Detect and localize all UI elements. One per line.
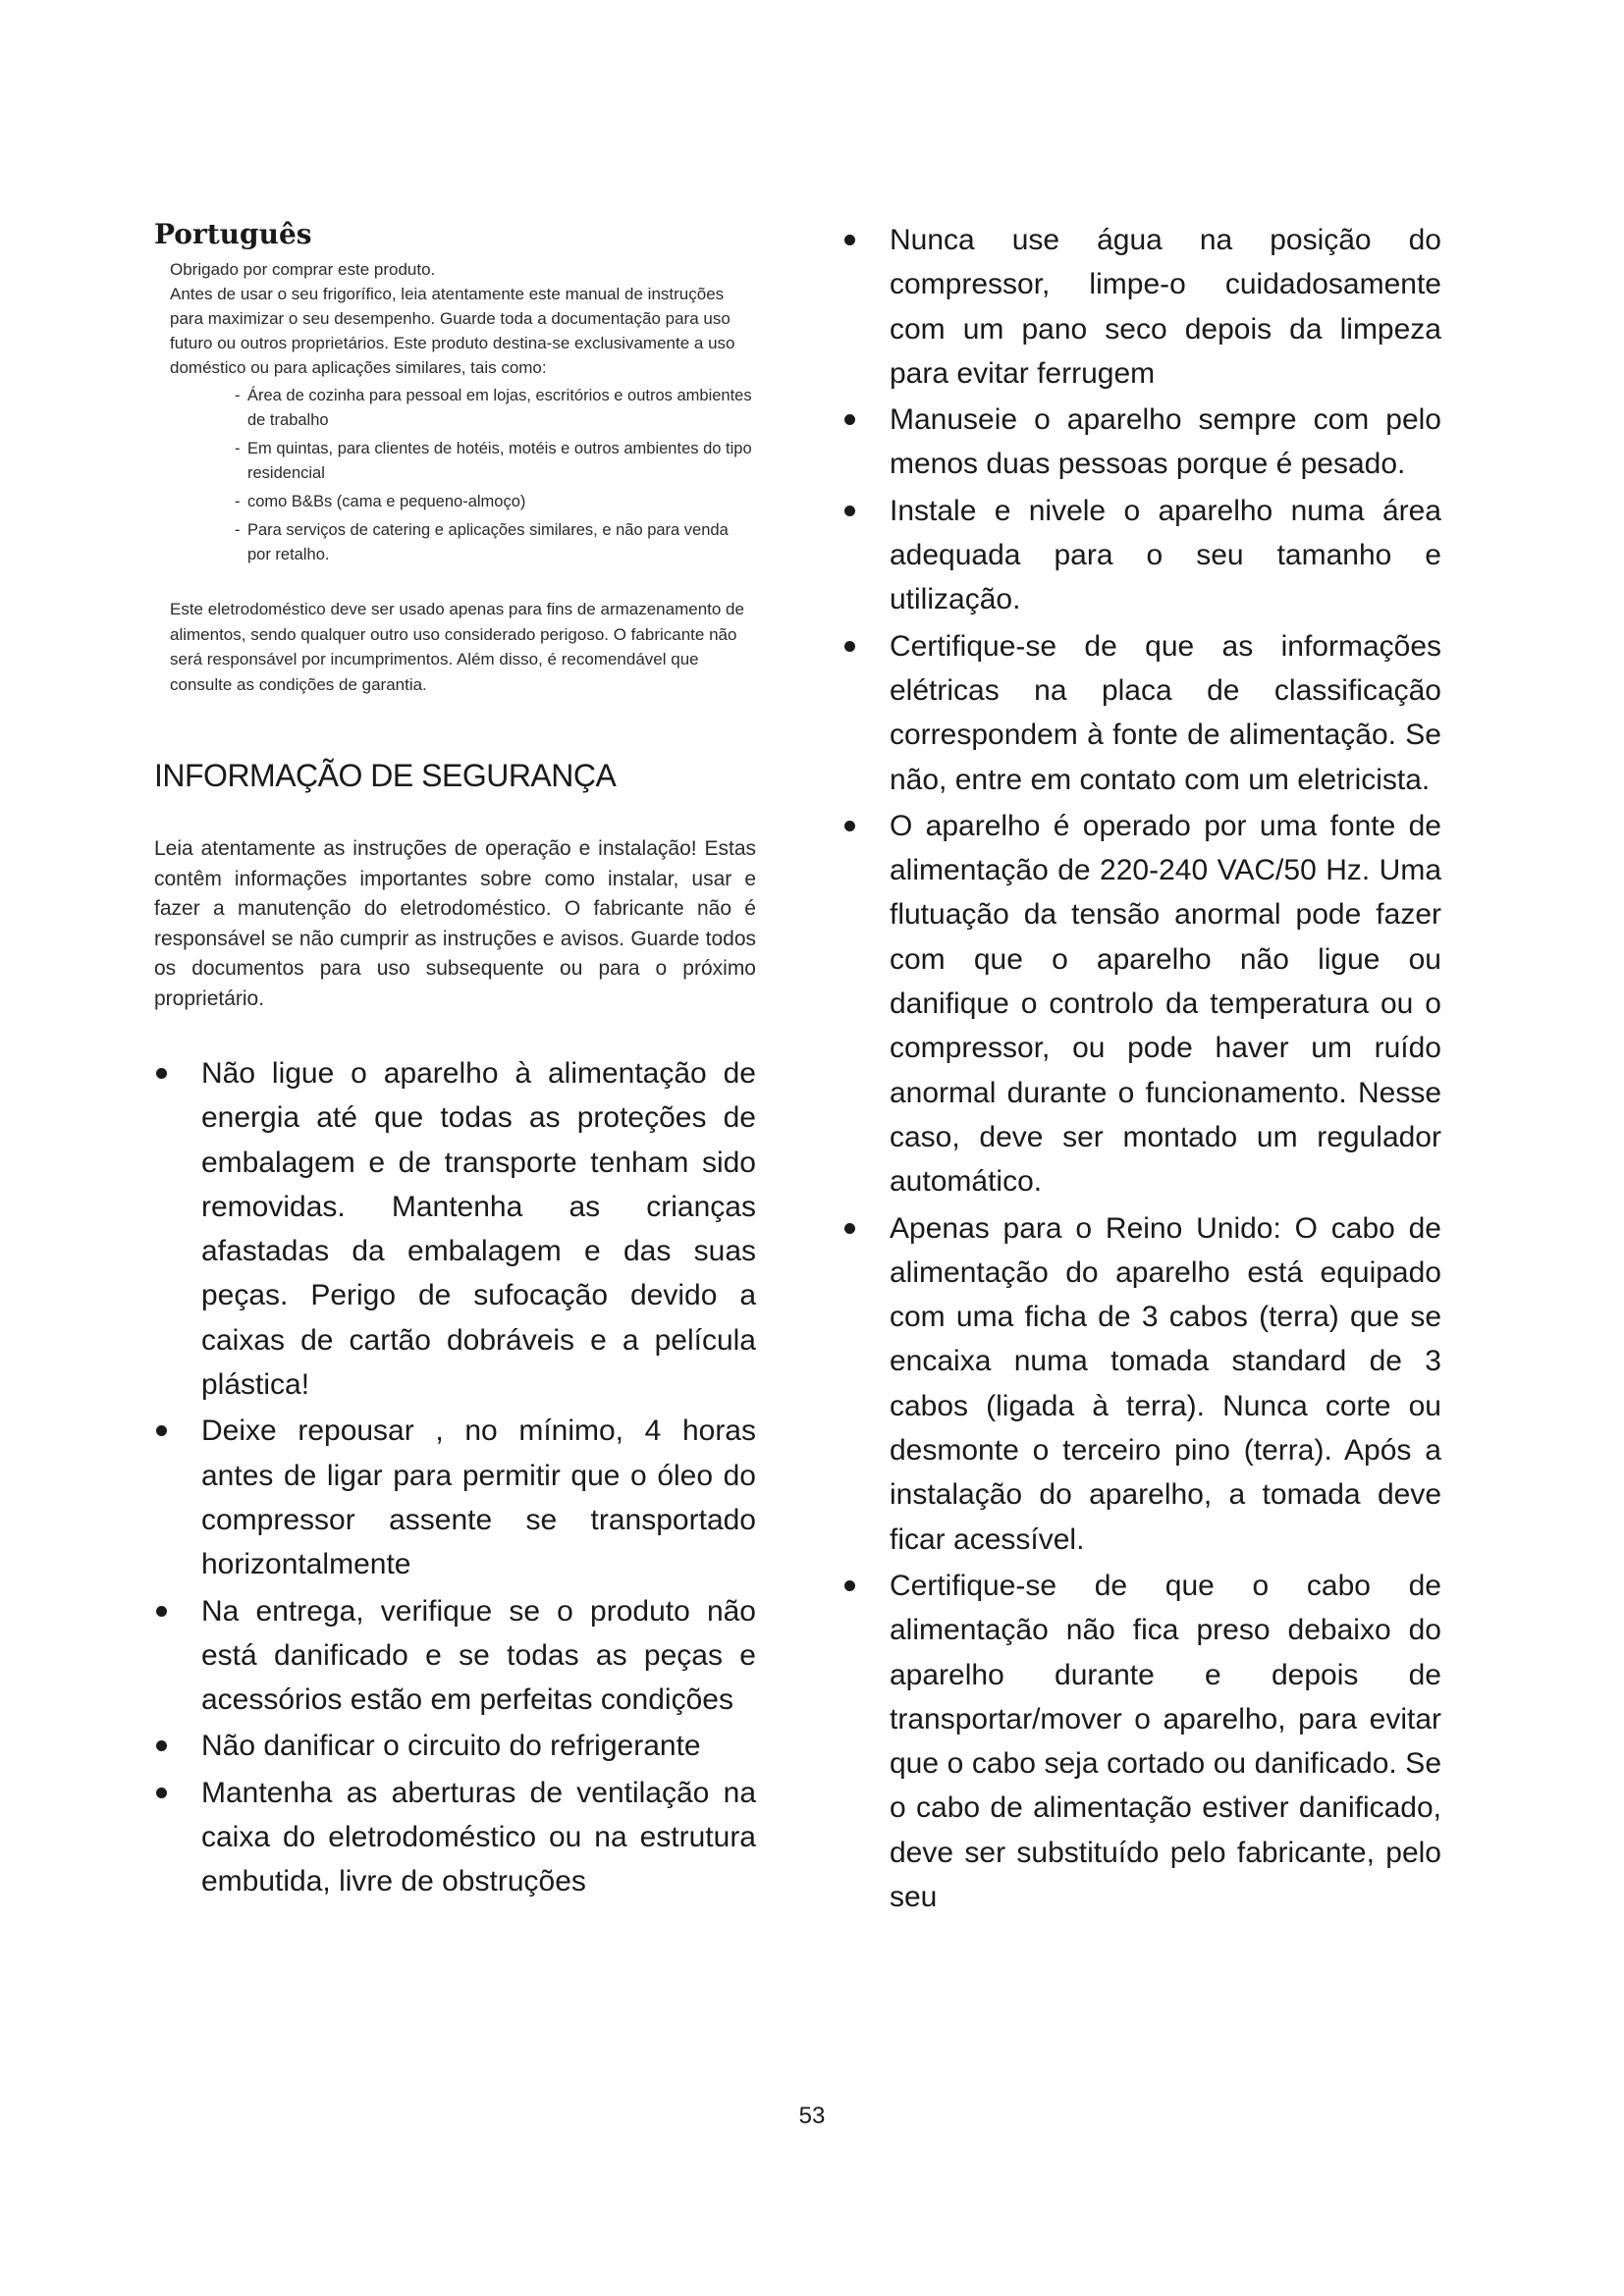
- safety-bullet: Certifique-se de que o cabo de alimentação não fica preso debaixo do aparelho durante e depois de transportar/mover o aparelho, para evitar que o cabo seja cortado ou danificado. Se o cabo de alimentação estiver danificado, deve ser substituído pelo fabricante, pelo seu: [842, 1564, 1441, 1919]
- language-title: Português: [154, 218, 312, 250]
- safety-bullet: Deixe repousar , no mínimo, 4 horas antes de ligar para permitir que o óleo do compressor assente se transportado horizontalmente: [154, 1409, 756, 1586]
- bullet-dot-icon: [156, 1425, 167, 1436]
- safety-bullet: Manuseie o aparelho sempre com pelo menos duas pessoas porque é pesado.: [842, 398, 1441, 487]
- bullet-dot-icon: [844, 1580, 855, 1591]
- dash-marker: -: [235, 387, 241, 404]
- safety-bullet: Certifique-se de que as informações elétricas na placa de classificação correspondem à fonte de alimentação. Se não, entre em contato com um eletricista.: [842, 624, 1441, 802]
- safety-bullet: O aparelho é operado por uma fonte de alimentação de 220-240 VAC/50 Hz. Uma flutuação da tensão anormal pode fazer com que o aparelho não ligue ou danifique o controlo da temperatura ou o compressor, ou pode haver um ruído anormal durante o funcionamento. Nesse caso, deve ser montado um regulador automático.: [842, 804, 1441, 1204]
- bullet-dot-icon: [156, 1068, 167, 1079]
- intro-paragraph: Antes de usar o seu frigorífico, leia atentamente este manual de instruções para maximizar o seu desempenho. Guarde toda a documentação para uso futuro ou outros proprietários. Este produto destina-se exclusivamente a uso doméstico ou para aplicações similares, tais como:: [170, 285, 735, 377]
- safety-bullet: Mantenha as aberturas de ventilação na caixa do eletrodoméstico ou na estrutura embutida, livre de obstruções: [154, 1771, 756, 1904]
- bullet-dot-icon: [156, 1740, 167, 1751]
- page-number: 53: [798, 2103, 826, 2129]
- usage-list: [235, 384, 756, 567]
- disclaimer-text: Este eletrodoméstico deve ser usado apenas para fins de armazenamento de alimentos, sendo qualquer outro uso considerado perigoso. O fabricante não será responsável por incumprimentos. Além disso, é recomendável que consulte as condições de garantia.: [170, 600, 744, 694]
- safety-bullet: Instale e nivele o aparelho numa área adequada para o seu tamanho e utilização.: [842, 489, 1441, 622]
- usage-list-item: - como B&Bs (cama e pequeno-almoço): [235, 490, 756, 514]
- safety-bullet: Não ligue o aparelho à alimentação de energia até que todas as proteções de embalagem e de transporte tenham sido removidas. Mantenha as crianças afastadas da embalagem e das suas peças. Perigo de sufocação devido a caixas de cartão dobráveis e a película plástica!: [154, 1051, 756, 1407]
- safety-bullet: Não danificar o circuito do refrigerante: [154, 1724, 756, 1768]
- dash-marker: -: [235, 521, 241, 539]
- usage-list-item: - Área de cozinha para pessoal em lojas, escritórios e outros ambientes de trabalho: [235, 384, 756, 433]
- right-column: [842, 218, 1441, 1921]
- left-column: [154, 218, 756, 1906]
- safety-bullets-left: [154, 1051, 756, 1904]
- safety-bullets-right: [842, 218, 1441, 1919]
- bullet-dot-icon: [844, 506, 855, 516]
- bullet-dot-icon: [156, 1788, 167, 1798]
- dash-marker: -: [235, 440, 241, 457]
- safety-bullet: Apenas para o Reino Unido: O cabo de alimentação do aparelho está equipado com uma ficha de 3 cabos (terra) que se encaixa numa tomada standard de 3 cabos (ligada à terra). Nunca corte ou desmonte o terceiro pino (terra). Após a instalação do aparelho, a tomada deve ficar acessível.: [842, 1206, 1441, 1562]
- safety-bullet: Na entrega, verifique se o produto não está danificado e se todas as peças e acessórios estão em perfeitas condições: [154, 1589, 756, 1723]
- intro-text: [170, 257, 756, 380]
- safety-bullet: Nunca use água na posição do compressor, limpe-o cuidadosamente com um pano seco depois da limpeza para evitar ferrugem: [842, 218, 1441, 396]
- bullet-dot-icon: [156, 1606, 167, 1617]
- bullet-dot-icon: [844, 641, 855, 652]
- usage-list-item: - Para serviços de catering e aplicações similares, e não para venda por retalho.: [235, 518, 756, 567]
- usage-list-item: - Em quintas, para clientes de hotéis, motéis e outros ambientes do tipo residencial: [235, 437, 756, 486]
- bullet-dot-icon: [844, 1223, 855, 1234]
- intro-thanks: Obrigado por comprar este produto.: [170, 260, 436, 279]
- bullet-dot-icon: [844, 414, 855, 425]
- safety-intro-text: Leia atentamente as instruções de operação e instalação! Estas contêm informações importantes sobre como instalar, usar e fazer a manutenção do eletrodoméstico. O fabricante não é responsável se não cumprir as instruções e avisos. Guarde todos os documentos para uso subsequente ou para o próximo proprietário.: [154, 837, 756, 1010]
- bullet-dot-icon: [844, 821, 855, 831]
- dash-marker: -: [235, 493, 241, 510]
- safety-heading: INFORMAÇÃO DE SEGURANÇA: [154, 758, 617, 793]
- bullet-dot-icon: [844, 235, 855, 245]
